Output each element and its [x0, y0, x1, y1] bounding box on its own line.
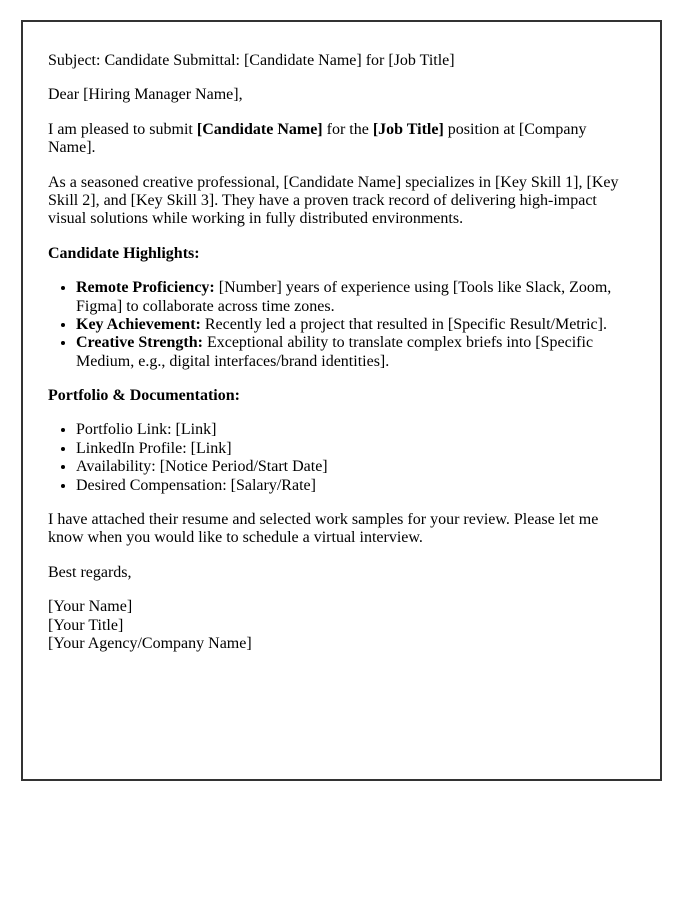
sign-off: Best regards,: [48, 563, 132, 581]
signature-title: [Your Title]: [48, 616, 124, 634]
intro-paragraph: [48, 121, 635, 158]
subject-line: Subject: Candidate Submittal: [Candidate Name] for [Job Title]: [48, 52, 455, 69]
signature-name: [Your Name]: [48, 598, 133, 616]
highlight-text: [Number] years of experience using [Tools like Slack, Zoom, Figma] to collaborate across time zones.: [76, 279, 612, 315]
list-item-portfolio-link: • Portfolio Link: [Link]: [76, 421, 635, 439]
portfolio-list: [48, 421, 635, 495]
signature-block: [48, 598, 635, 653]
highlight-label: Remote Proficiency:: [76, 279, 215, 297]
highlight-text: Exceptional ability to translate complex briefs into [Specific Medium, e.g., digital interfaces/brand identities].: [76, 334, 594, 370]
list-item-remote-proficiency: [76, 279, 635, 316]
intro-text-3: position at [Company Name].: [48, 120, 587, 157]
highlights-list: [48, 279, 635, 371]
signature-company: [Your Agency/Company Name]: [48, 634, 252, 652]
list-item-availability: • Availability: [Notice Period/Start Date]: [76, 458, 635, 476]
highlights-heading: Candidate Highlights:: [48, 244, 200, 262]
portfolio-heading: Portfolio & Documentation:: [48, 387, 240, 405]
greeting: Dear [Hiring Manager Name],: [48, 86, 243, 104]
page: [0, 20, 700, 920]
job-title-placeholder: [Job Title]: [372, 120, 444, 138]
summary-paragraph: As a seasoned creative professional, [Candidate Name] specializes in [Key Skill 1], [Key Skill 2], and [Key Skill 3]. They have a proven track record of delivering high-impact visual solutions while working in fully distributed environments.: [48, 173, 619, 228]
list-item-key-achievement: [76, 316, 635, 334]
intro-text-1: I am pleased to submit: [48, 120, 197, 138]
letter-container: [21, 20, 662, 781]
list-item-desired-compensation: • Desired Compensation: [Salary/Rate]: [76, 477, 635, 495]
closing-paragraph: I have attached their resume and selected work samples for your review. Please let me know when you would like to schedule a virtual interview.: [48, 511, 599, 547]
list-item-linkedin-profile: • LinkedIn Profile: [Link]: [76, 440, 635, 458]
highlight-text: Recently led a project that resulted in [Specific Result/Metric].: [200, 315, 607, 333]
list-item-creative-strength: [76, 334, 635, 371]
candidate-name-placeholder: [Candidate Name]: [196, 120, 323, 138]
highlight-label: Creative Strength:: [76, 334, 203, 352]
highlight-label: Key Achievement:: [76, 315, 201, 333]
intro-text-2: for the: [322, 120, 373, 138]
